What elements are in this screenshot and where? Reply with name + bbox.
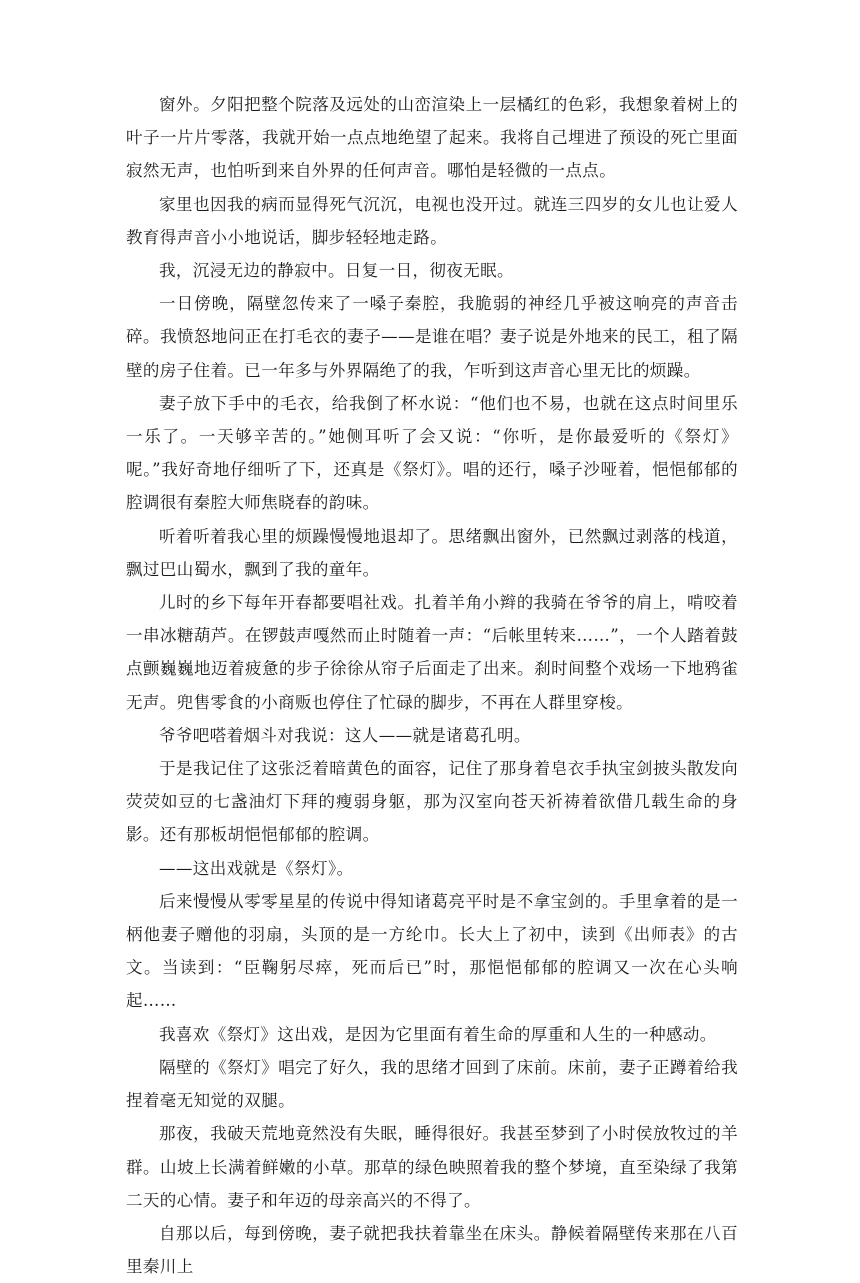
paragraph: 窗外。夕阳把整个院落及远处的山峦渲染上一层橘红的色彩，我想象着树上的叶子一片片零落，我就开始一点点地绝望了起来。我将自己埋进了预设的死亡里面寂然无声，也怕听到来自外界的任何声音。哪怕是轻微的一点点。	[126, 95, 738, 181]
paragraph: 妻子放下手中的毛衣，给我倒了杯水说：“他们也不易，也就在这点时间里乐一乐了。一天够辛苦的。”她侧耳听了会又说：“你听，是你最爱听的《祭灯》呢。”我好奇地仔细听了下，还真是《祭灯》。唱的还行，嗓子沙哑着，悒悒郁郁的腔调很有秦腔大师焦晓春的韵味。	[126, 393, 738, 513]
article-body	[126, 88, 738, 1283]
paragraph: 儿时的乡下每年开春都要唱社戏。扎着羊角小辫的我骑在爷爷的肩上，啃咬着一串冰糖葫芦。在锣鼓声嘎然而止时随着一声：“后帐里转来……”，一个人踏着鼓点颤巍巍地迈着疲惫的步子徐徐从帘子后面走了出来。刹时间整个戏场一下地鸦雀无声。兜售零食的小商贩也停住了忙碌的脚步，不再在人群里穿梭。	[126, 593, 738, 712]
paragraph: 家里也因我的病而显得死气沉沉，电视也没开过。就连三四岁的女儿也让爱人教育得声音小小地说话，脚步轻轻地走路。	[126, 194, 738, 247]
paragraph: 于是我记住了这张泛着暗黄色的面容，记住了那身着皂衣手执宝剑披头散发向荧荧如豆的七盏油灯下拜的瘦弱身躯，那为汉室向苍天祈祷着欲借几载生命的身影。还有那板胡悒悒郁郁的腔调。	[126, 759, 738, 845]
paragraph: 我喜欢《祭灯》这出戏，是因为它里面有着生命的厚重和人生的一种感动。	[159, 1024, 717, 1044]
paragraph: 隔壁的《祭灯》唱完了好久，我的思绪才回到了床前。床前，妻子正蹲着给我捏着毫无知觉的双腿。	[126, 1057, 738, 1111]
paragraph: 自那以后，每到傍晚，妻子就把我扶着靠坐在床头。静候着隔壁传来那在八百里秦川上	[126, 1223, 738, 1277]
paragraph: 我，沉浸无边的静寂中。日复一日，彻夜无眠。	[159, 261, 514, 281]
paragraph: 后来慢慢从零零星星的传说中得知诸葛亮平时是不拿宝剑的。手里拿着的是一柄他妻子赠他的羽扇，头顶的是一方纶巾。长大上了初中，读到《出师表》的古文。当读到：“臣鞠躬尽瘁，死而后已”时，那悒悒郁郁的腔调又一次在心头响起……	[126, 891, 738, 1011]
paragraph: 听着听着我心里的烦躁慢慢地退却了。思绪飘出窗外，已然飘过剥落的栈道，飘过巴山蜀水，飘到了我的童年。	[126, 526, 738, 579]
paragraph: 一日傍晚，隔壁忽传来了一嗓子秦腔，我脆弱的神经几乎被这响亮的声音击碎。我愤怒地问正在打毛衣的妻子——是谁在唱？妻子说是外地来的民工，租了隔壁的房子住着。已一年多与外界隔绝了的我，乍听到这声音心里无比的烦躁。	[126, 294, 738, 380]
paragraph: ——这出戏就是《祭灯》。	[159, 858, 354, 878]
paragraph: 那夜，我破天荒地竟然没有失眠，睡得很好。我甚至梦到了小时侯放牧过的羊群。山坡上长满着鲜嫩的小草。那草的绿色映照着我的整个梦境，直至染绿了我第二天的心情。妻子和年迈的母亲高兴的不得了。	[126, 1124, 738, 1210]
paragraph: 爷爷吧嗒着烟斗对我说：这人——就是诸葛孔明。	[159, 725, 531, 745]
